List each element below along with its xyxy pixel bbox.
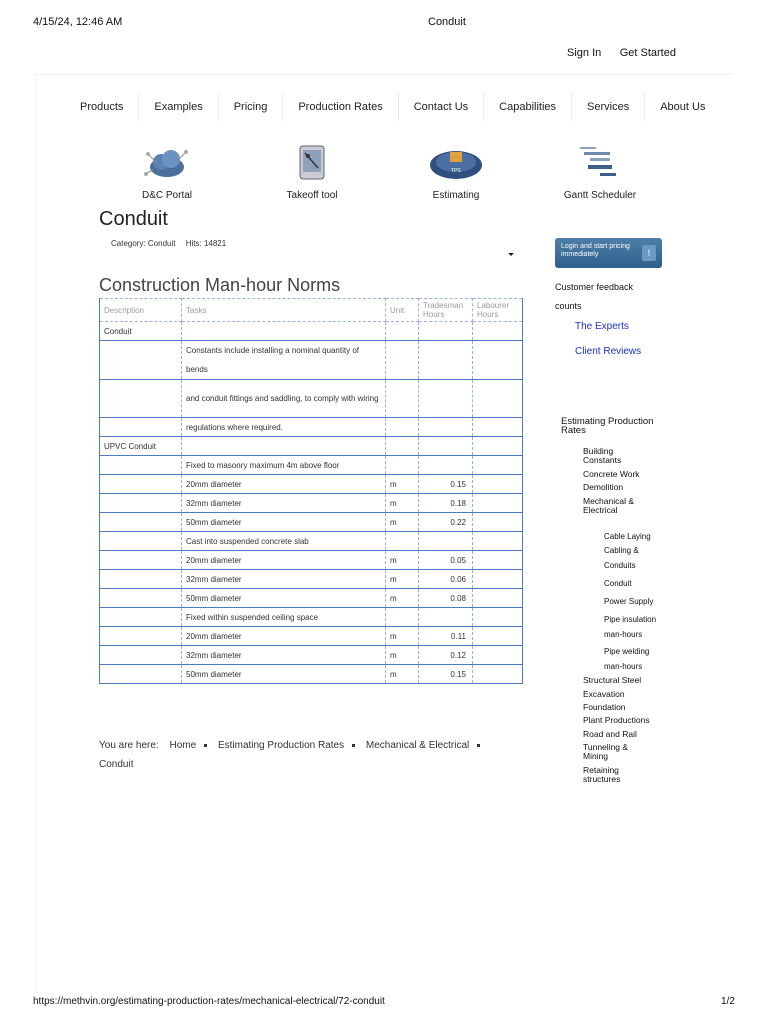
- cell-task: 32mm diameter: [182, 494, 386, 513]
- cell-task: 32mm diameter: [182, 570, 386, 589]
- col-unit: Unit: [386, 299, 419, 322]
- cell-description: [100, 627, 182, 646]
- cell-tradesman-hours: 0.18: [419, 494, 473, 513]
- breadcrumb-prefix: You are here:: [99, 740, 159, 751]
- cell-tradesman-hours: 0.12: [419, 646, 473, 665]
- hits-count: Hits: 14821: [185, 239, 227, 248]
- gantt-chart-icon: [570, 143, 630, 183]
- menu-foundation[interactable]: Foundation: [583, 702, 626, 712]
- cell-unit: [386, 341, 419, 380]
- cell-labourer-hours: [473, 341, 523, 380]
- breadcrumb-separator: [352, 744, 355, 747]
- cell-description: Conduit: [100, 322, 182, 341]
- page-title: Conduit: [99, 208, 168, 230]
- sign-in-link[interactable]: Sign In: [567, 47, 602, 59]
- cell-task: Fixed within suspended ceiling space: [182, 608, 386, 627]
- menu-plant-productions[interactable]: Plant Productions: [583, 715, 650, 725]
- cell-task: regulations where required.: [182, 418, 386, 437]
- cell-description: [100, 456, 182, 475]
- menu-retaining-structures[interactable]: Retaining structures: [583, 765, 621, 784]
- portal-dc[interactable]: [107, 143, 227, 201]
- portal-estimating[interactable]: [396, 143, 516, 201]
- portal-takeoff-label: Takeoff tool: [286, 190, 338, 201]
- cell-unit: [386, 380, 419, 418]
- cell-unit: [386, 532, 419, 551]
- svg-text:TPS: TPS: [451, 168, 461, 174]
- cell-labourer-hours: [473, 513, 523, 532]
- submenu-conduit[interactable]: Conduit: [604, 579, 632, 588]
- table-row: [100, 608, 523, 627]
- cell-description: [100, 513, 182, 532]
- breadcrumb-mechanical-electrical[interactable]: Mechanical & Electrical: [365, 740, 470, 751]
- cell-unit: m: [386, 570, 419, 589]
- cell-labourer-hours: [473, 475, 523, 494]
- login-pricing-button[interactable]: [555, 238, 662, 268]
- menu-demolition[interactable]: Demolition: [583, 482, 624, 492]
- print-url: https://methvin.org/estimating-production-rates/mechanical-electrical/72-conduit: [33, 996, 385, 1007]
- nav-contact-us[interactable]: Contact Us: [399, 92, 484, 122]
- cell-tradesman-hours: [419, 456, 473, 475]
- cell-tradesman-hours: [419, 418, 473, 437]
- cell-labourer-hours: [473, 437, 523, 456]
- portal-gantt[interactable]: [540, 143, 660, 201]
- cell-task: 20mm diameter: [182, 627, 386, 646]
- menu-road-and-rail[interactable]: Road and Rail: [583, 729, 637, 739]
- cell-tradesman-hours: 0.05: [419, 551, 473, 570]
- cell-tradesman-hours: [419, 322, 473, 341]
- feedback-line-1: Customer feedback: [555, 282, 634, 292]
- table-row: [100, 570, 523, 589]
- cell-unit: [386, 437, 419, 456]
- submenu-power-supply[interactable]: Power Supply: [604, 597, 654, 606]
- portal-takeoff[interactable]: [252, 143, 372, 201]
- table-row: [100, 475, 523, 494]
- table-row: [100, 551, 523, 570]
- breadcrumb-current: Conduit: [99, 759, 134, 770]
- submenu-cabling-conduits[interactable]: Cabling & Conduits: [604, 546, 639, 570]
- cell-task: and conduit fittings and saddling, to comply with wiring: [182, 380, 386, 418]
- cell-description: [100, 418, 182, 437]
- table-row: [100, 589, 523, 608]
- menu-excavation[interactable]: Excavation: [583, 689, 625, 699]
- cell-tradesman-hours: [419, 437, 473, 456]
- cell-tradesman-hours: [419, 532, 473, 551]
- cell-task: Cast into suspended concrete slab: [182, 532, 386, 551]
- table-row: [100, 322, 523, 341]
- options-dropdown-icon[interactable]: [508, 253, 514, 256]
- cell-tradesman-hours: 0.11: [419, 627, 473, 646]
- cell-tradesman-hours: [419, 608, 473, 627]
- nav-about-us[interactable]: About Us: [660, 101, 706, 113]
- main-nav: [65, 92, 720, 122]
- menu-title: Estimating Production Rates: [561, 416, 654, 436]
- cell-unit: m: [386, 494, 419, 513]
- help-icon: !: [642, 245, 656, 261]
- cell-labourer-hours: [473, 608, 523, 627]
- cell-task: [182, 437, 386, 456]
- cell-unit: [386, 456, 419, 475]
- link-the-experts[interactable]: The Experts: [575, 321, 629, 332]
- cell-description: [100, 551, 182, 570]
- breadcrumb: [99, 736, 519, 774]
- auth-links: [567, 43, 676, 61]
- table-row: [100, 627, 523, 646]
- category-label: Category: Conduit: [111, 239, 176, 248]
- link-client-reviews[interactable]: Client Reviews: [575, 346, 642, 357]
- cell-unit: [386, 418, 419, 437]
- norms-table: [99, 298, 523, 684]
- login-button-label: Login and start pricing immediately: [561, 243, 630, 258]
- cell-labourer-hours: [473, 380, 523, 418]
- cell-unit: [386, 608, 419, 627]
- cell-tradesman-hours: 0.08: [419, 589, 473, 608]
- cell-labourer-hours: [473, 570, 523, 589]
- cell-unit: m: [386, 475, 419, 494]
- table-row: [100, 532, 523, 551]
- cell-labourer-hours: [473, 646, 523, 665]
- cell-labourer-hours: [473, 532, 523, 551]
- cell-description: UPVC Conduit: [100, 437, 182, 456]
- page-left-border: [35, 75, 36, 995]
- submenu-pipe-welding[interactable]: Pipe welding man-hours: [604, 647, 650, 671]
- table-row: [100, 418, 523, 437]
- cell-description: [100, 646, 182, 665]
- col-description: Description: [100, 299, 182, 322]
- cell-task: 20mm diameter: [182, 475, 386, 494]
- cell-labourer-hours: [473, 418, 523, 437]
- cell-description: [100, 589, 182, 608]
- article-meta: [111, 239, 226, 248]
- cell-labourer-hours: [473, 456, 523, 475]
- get-started-link[interactable]: Get Started: [619, 47, 676, 59]
- cell-description: [100, 608, 182, 627]
- cell-description: [100, 341, 182, 380]
- breadcrumb-estimating-production-rates[interactable]: Estimating Production Rates: [217, 740, 345, 751]
- takeoff-tool-icon: [282, 143, 342, 183]
- cell-unit: m: [386, 513, 419, 532]
- cell-tradesman-hours: 0.15: [419, 475, 473, 494]
- menu-building-constants[interactable]: Building Constants: [583, 446, 622, 465]
- nav-capabilities[interactable]: Capabilities: [484, 92, 572, 122]
- cell-tradesman-hours: [419, 341, 473, 380]
- cell-tradesman-hours: [419, 380, 473, 418]
- portal-gantt-label: Gantt Scheduler: [563, 190, 637, 201]
- cell-task: Fixed to masonry maximum 4m above floor: [182, 456, 386, 475]
- cell-description: [100, 494, 182, 513]
- table-row: [100, 456, 523, 475]
- nav-examples[interactable]: Examples: [139, 92, 218, 122]
- print-page-number: 1/2: [721, 996, 735, 1007]
- print-title: Conduit: [428, 16, 466, 28]
- breadcrumb-separator: [204, 744, 207, 747]
- menu-structural-steel[interactable]: Structural Steel: [583, 675, 642, 685]
- submenu-pipe-insulation[interactable]: Pipe insulation man-hours: [604, 615, 657, 639]
- print-datetime: 4/15/24, 12:46 AM: [33, 16, 123, 28]
- cell-task: 32mm diameter: [182, 646, 386, 665]
- nav-pricing[interactable]: Pricing: [219, 92, 284, 122]
- cell-description: [100, 380, 182, 418]
- cell-labourer-hours: [473, 627, 523, 646]
- nav-products[interactable]: Products: [65, 92, 139, 122]
- cell-unit: m: [386, 627, 419, 646]
- feedback-heading: [555, 278, 633, 316]
- nav-services[interactable]: Services: [572, 92, 645, 122]
- table-row: [100, 380, 523, 418]
- cell-unit: m: [386, 589, 419, 608]
- feedback-line-2: counts: [555, 301, 582, 311]
- submenu-cable-laying[interactable]: Cable Laying: [604, 532, 651, 541]
- breadcrumb-home[interactable]: Home: [169, 740, 197, 751]
- cell-description: [100, 570, 182, 589]
- cell-labourer-hours: [473, 494, 523, 513]
- cell-description: [100, 475, 182, 494]
- cell-unit: m: [386, 665, 419, 684]
- portal-estimating-label: Estimating: [432, 190, 480, 201]
- cell-labourer-hours: [473, 589, 523, 608]
- cell-task: 50mm diameter: [182, 589, 386, 608]
- cell-labourer-hours: [473, 665, 523, 684]
- table-row: [100, 646, 523, 665]
- portal-dc-label: D&C Portal: [141, 190, 192, 201]
- cell-task: Constants include installing a nominal quantity of bends: [182, 341, 386, 380]
- col-labourer-hours: Labourer Hours: [473, 299, 523, 322]
- cell-unit: m: [386, 646, 419, 665]
- menu-mechanical-electrical[interactable]: Mechanical & Electrical: [583, 496, 635, 515]
- cell-labourer-hours: [473, 322, 523, 341]
- table-row: [100, 665, 523, 684]
- breadcrumb-separator: [477, 744, 480, 747]
- cell-labourer-hours: [473, 551, 523, 570]
- cell-task: 20mm diameter: [182, 551, 386, 570]
- cloud-network-icon: [137, 143, 197, 183]
- section-title: Construction Man-hour Norms: [99, 275, 341, 295]
- cell-tradesman-hours: 0.22: [419, 513, 473, 532]
- cell-tradesman-hours: 0.15: [419, 665, 473, 684]
- table-row: [100, 437, 523, 456]
- header-divider: [35, 74, 733, 75]
- cell-description: [100, 665, 182, 684]
- menu-tunneling-mining[interactable]: Tunneling & Mining: [583, 742, 629, 761]
- cell-unit: [386, 322, 419, 341]
- cell-description: [100, 532, 182, 551]
- col-tradesman-hours: Tradesman Hours: [419, 299, 473, 322]
- nav-production-rates[interactable]: Production Rates: [283, 92, 398, 122]
- col-tasks: Tasks: [182, 299, 386, 322]
- cell-unit: m: [386, 551, 419, 570]
- cell-task: 50mm diameter: [182, 665, 386, 684]
- menu-concrete-work[interactable]: Concrete Work: [583, 469, 640, 479]
- table-row: [100, 341, 523, 380]
- cell-task: 50mm diameter: [182, 513, 386, 532]
- estimating-icon: [426, 143, 486, 183]
- table-row: [100, 513, 523, 532]
- cell-task: [182, 322, 386, 341]
- cell-tradesman-hours: 0.06: [419, 570, 473, 589]
- table-row: [100, 494, 523, 513]
